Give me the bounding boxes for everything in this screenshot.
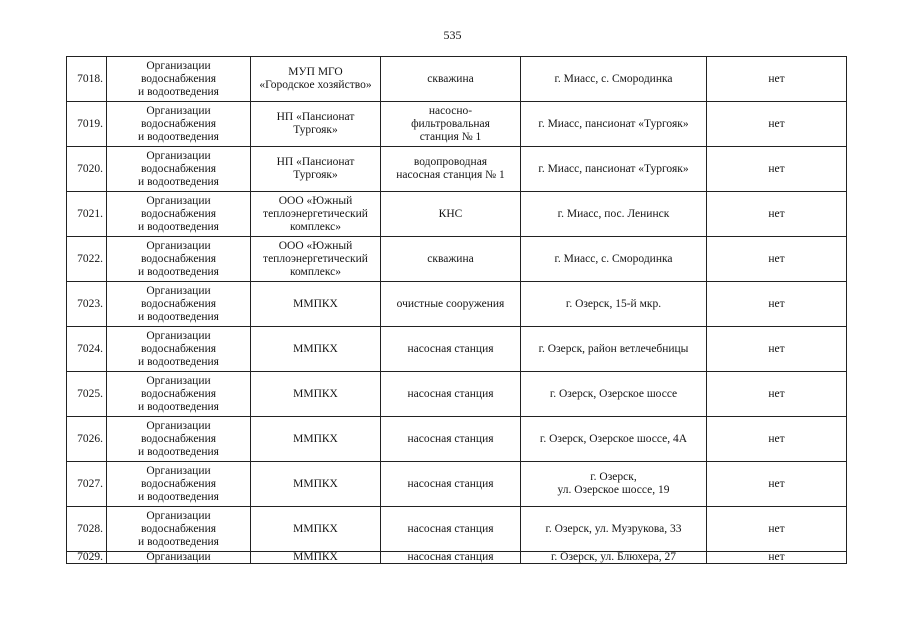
category-cell: Организации <box>107 552 251 564</box>
object-cell: насосная станция <box>381 507 521 552</box>
address-cell: г. Миасс, пансионат «Тургояк» <box>521 102 707 147</box>
address-cell: г. Миасс, пансионат «Тургояк» <box>521 147 707 192</box>
category-cell: Организации водоснабжения и водоотведения <box>107 462 251 507</box>
table-row <box>67 552 847 564</box>
operator-cell: ММПКХ <box>251 507 381 552</box>
operator-cell: ММПКХ <box>251 552 381 564</box>
row-number-cell: 7026. <box>67 417 107 462</box>
address-cell: г. Озерск, ул. Музрукова, 33 <box>521 507 707 552</box>
category-cell: Организации водоснабжения и водоотведения <box>107 57 251 102</box>
operator-cell: ООО «Южный теплоэнергетический комплекс» <box>251 192 381 237</box>
object-cell: насосная станция <box>381 462 521 507</box>
row-number-cell: 7028. <box>67 507 107 552</box>
table-row <box>67 372 847 417</box>
object-cell: насосная станция <box>381 327 521 372</box>
object-cell: скважина <box>381 237 521 282</box>
row-number-cell: 7021. <box>67 192 107 237</box>
category-cell: Организации водоснабжения и водоотведения <box>107 417 251 462</box>
flag-cell: нет <box>707 552 847 564</box>
address-cell: г. Озерск, район ветлечебницы <box>521 327 707 372</box>
address-cell: г. Озерск, ул. Озерское шоссе, 19 <box>521 462 707 507</box>
table-row <box>67 462 847 507</box>
object-cell: насосная станция <box>381 417 521 462</box>
table-row <box>67 102 847 147</box>
operator-cell: МУП МГО «Городское хозяйство» <box>251 57 381 102</box>
row-number-cell: 7024. <box>67 327 107 372</box>
flag-cell: нет <box>707 462 847 507</box>
row-number-cell: 7023. <box>67 282 107 327</box>
address-cell: г. Озерск, Озерское шоссе <box>521 372 707 417</box>
object-cell: водопроводная насосная станция № 1 <box>381 147 521 192</box>
flag-cell: нет <box>707 237 847 282</box>
flag-cell: нет <box>707 57 847 102</box>
operator-cell: ММПКХ <box>251 282 381 327</box>
object-cell: очистные сооружения <box>381 282 521 327</box>
row-number-cell: 7018. <box>67 57 107 102</box>
category-cell: Организации водоснабжения и водоотведения <box>107 237 251 282</box>
table-row <box>67 147 847 192</box>
row-number-cell: 7019. <box>67 102 107 147</box>
operator-cell: ММПКХ <box>251 327 381 372</box>
operator-cell: ММПКХ <box>251 462 381 507</box>
row-number-cell: 7022. <box>67 237 107 282</box>
table-row <box>67 192 847 237</box>
flag-cell: нет <box>707 102 847 147</box>
page-number: 535 <box>443 28 462 42</box>
operator-cell: НП «Пансионат Тургояк» <box>251 102 381 147</box>
category-cell: Организации водоснабжения и водоотведения <box>107 507 251 552</box>
object-cell: насосная станция <box>381 552 521 564</box>
category-cell: Организации водоснабжения и водоотведения <box>107 372 251 417</box>
object-cell: КНС <box>381 192 521 237</box>
operator-cell: ММПКХ <box>251 417 381 462</box>
row-number-cell: 7025. <box>67 372 107 417</box>
object-cell: насосная станция <box>381 372 521 417</box>
table-row <box>67 417 847 462</box>
flag-cell: нет <box>707 192 847 237</box>
flag-cell: нет <box>707 507 847 552</box>
table-row <box>67 237 847 282</box>
row-number-cell: 7020. <box>67 147 107 192</box>
address-cell: г. Озерск, Озерское шоссе, 4А <box>521 417 707 462</box>
category-cell: Организации водоснабжения и водоотведения <box>107 102 251 147</box>
table-row <box>67 507 847 552</box>
operator-cell: ООО «Южный теплоэнергетический комплекс» <box>251 237 381 282</box>
category-cell: Организации водоснабжения и водоотведения <box>107 192 251 237</box>
address-cell: г. Озерск, 15-й мкр. <box>521 282 707 327</box>
flag-cell: нет <box>707 327 847 372</box>
address-cell: г. Миасс, с. Смородинка <box>521 237 707 282</box>
address-cell: г. Озерск, ул. Блюхера, 27 <box>521 552 707 564</box>
object-cell: насосно- фильтровальная станция № 1 <box>381 102 521 147</box>
flag-cell: нет <box>707 282 847 327</box>
flag-cell: нет <box>707 147 847 192</box>
table-row <box>67 57 847 102</box>
table-row <box>67 327 847 372</box>
operator-cell: ММПКХ <box>251 372 381 417</box>
object-cell: скважина <box>381 57 521 102</box>
flag-cell: нет <box>707 417 847 462</box>
operator-cell: НП «Пансионат Тургояк» <box>251 147 381 192</box>
registry-table <box>66 56 847 564</box>
category-cell: Организации водоснабжения и водоотведения <box>107 282 251 327</box>
table-row <box>67 282 847 327</box>
table-body <box>67 57 847 564</box>
address-cell: г. Миасс, с. Смородинка <box>521 57 707 102</box>
row-number-cell: 7027. <box>67 462 107 507</box>
category-cell: Организации водоснабжения и водоотведения <box>107 147 251 192</box>
flag-cell: нет <box>707 372 847 417</box>
category-cell: Организации водоснабжения и водоотведения <box>107 327 251 372</box>
row-number-cell: 7029. <box>67 552 107 564</box>
address-cell: г. Миасс, пос. Ленинск <box>521 192 707 237</box>
